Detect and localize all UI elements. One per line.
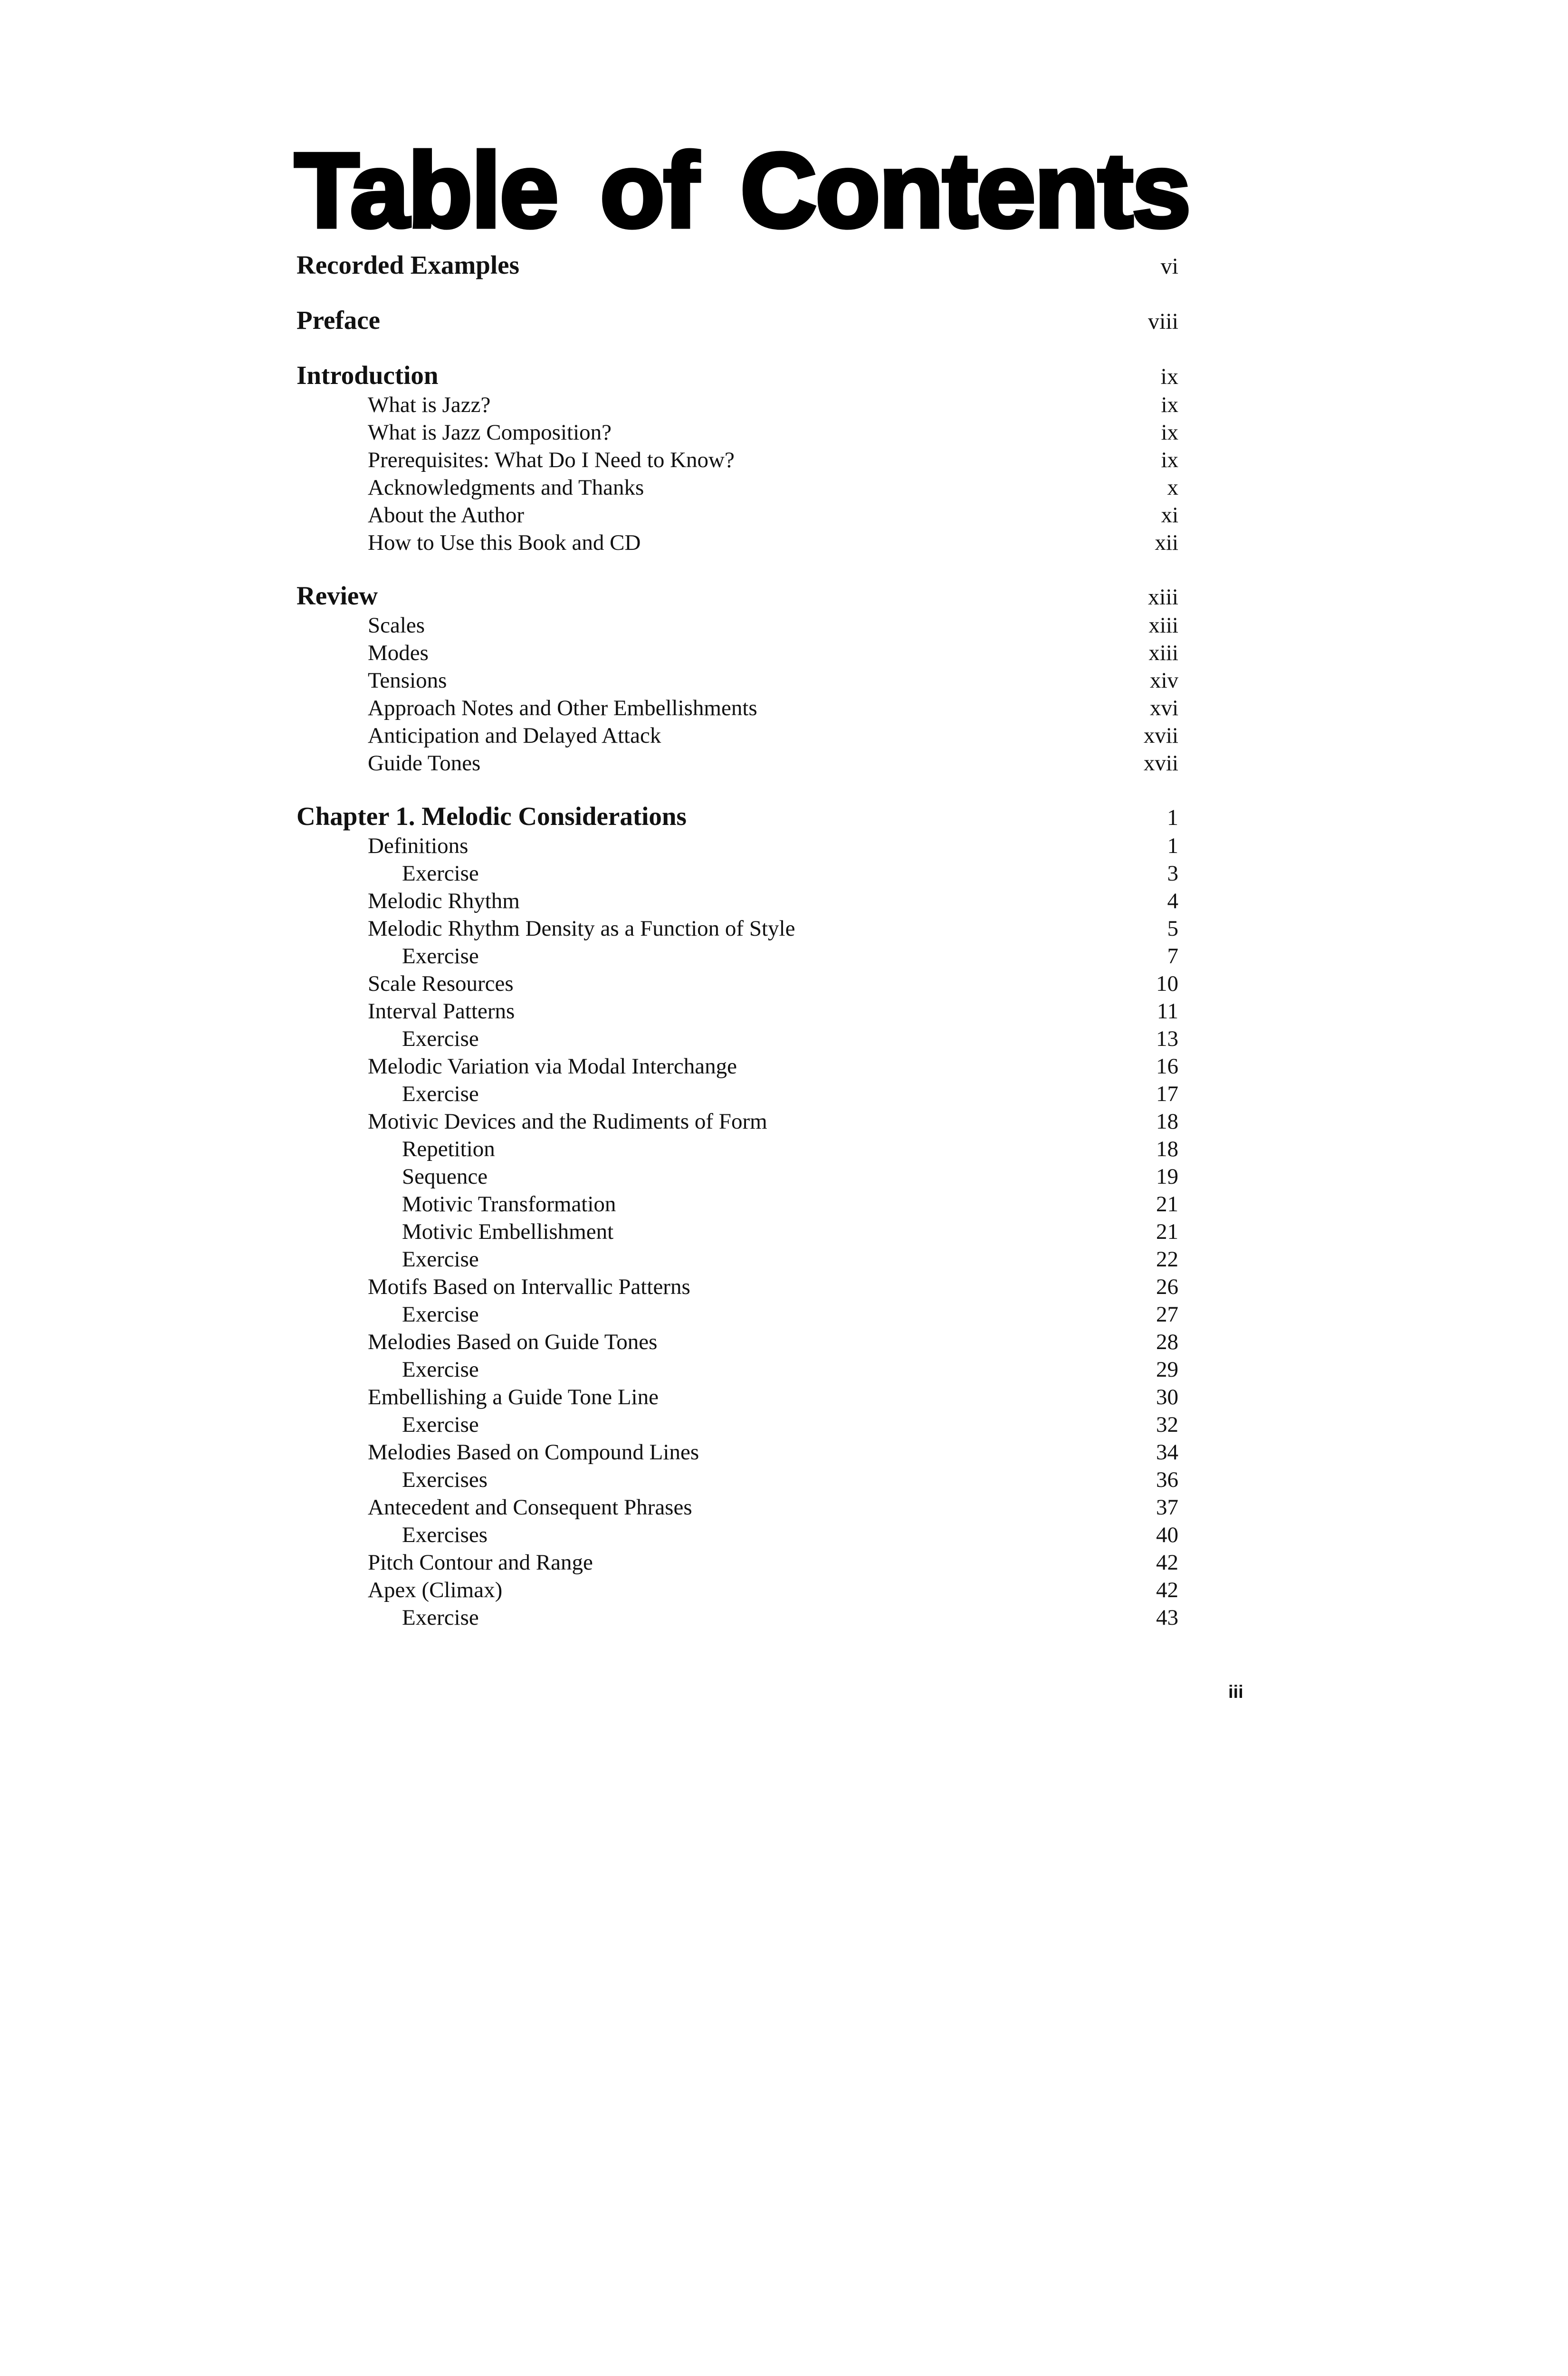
toc-entry bbox=[296, 1025, 1178, 1053]
toc-entry bbox=[296, 1383, 1178, 1411]
toc-entry bbox=[296, 722, 1178, 749]
toc-page-number: vi bbox=[1160, 254, 1178, 279]
toc-entry-label: Exercises bbox=[402, 1467, 488, 1492]
toc-entry-label: Exercise bbox=[402, 1247, 479, 1272]
toc-entry bbox=[296, 1411, 1178, 1438]
toc-page-number: ix bbox=[1161, 420, 1178, 445]
toc-entry-label: Exercise bbox=[402, 944, 479, 968]
toc-entry-label: Exercise bbox=[402, 1302, 479, 1327]
toc-entry bbox=[296, 612, 1178, 639]
toc-entry-label: Exercise bbox=[402, 1026, 479, 1051]
toc-entry-label: Approach Notes and Other Embellishments bbox=[368, 696, 757, 720]
toc-entry bbox=[296, 1135, 1178, 1163]
toc-entry bbox=[296, 942, 1178, 970]
toc-entry-label: Motivic Devices and the Rudiments of Form bbox=[368, 1109, 767, 1134]
toc-page-number: 17 bbox=[1156, 1082, 1178, 1106]
toc-entry bbox=[296, 474, 1178, 501]
toc-page-number: 19 bbox=[1156, 1164, 1178, 1189]
toc-entry bbox=[296, 1053, 1178, 1080]
toc-page-number: xvi bbox=[1149, 696, 1178, 720]
toc-page-number: 22 bbox=[1156, 1247, 1178, 1272]
toc-page-number: xvii bbox=[1143, 751, 1178, 776]
toc-entry-label: Exercise bbox=[402, 1605, 479, 1630]
toc-entry bbox=[296, 970, 1178, 997]
toc-page-number: 42 bbox=[1156, 1550, 1178, 1575]
toc-entry bbox=[296, 1301, 1178, 1328]
page-folio: iii bbox=[1228, 1682, 1243, 1702]
toc-section-heading: Introduction bbox=[296, 361, 439, 390]
toc-entry bbox=[296, 1494, 1178, 1521]
toc-page-number: 5 bbox=[1167, 916, 1178, 941]
toc-entry-label: Definitions bbox=[368, 834, 468, 858]
toc-entry-label: Sequence bbox=[402, 1164, 488, 1189]
toc-page-number: 18 bbox=[1156, 1137, 1178, 1161]
toc-entry-label: Melodies Based on Guide Tones bbox=[368, 1330, 658, 1354]
toc-entry-label: Embellishing a Guide Tone Line bbox=[368, 1385, 659, 1409]
toc-page-number: 21 bbox=[1156, 1192, 1178, 1217]
toc-entry bbox=[296, 860, 1178, 887]
toc-entry bbox=[296, 1328, 1178, 1356]
toc-page-number: 26 bbox=[1156, 1274, 1178, 1299]
toc-entry-label: Modes bbox=[368, 641, 429, 665]
toc-page-number: viii bbox=[1147, 309, 1178, 334]
toc-page-number: xvii bbox=[1143, 723, 1178, 748]
toc-page-number: 1 bbox=[1167, 805, 1178, 830]
toc-entry bbox=[296, 1604, 1178, 1631]
page-title: Table of Contents bbox=[295, 132, 1190, 249]
toc-page-number: 36 bbox=[1156, 1467, 1178, 1492]
toc-section-heading-row bbox=[296, 580, 1178, 612]
toc-page-number: xiii bbox=[1148, 613, 1178, 638]
toc-entry bbox=[296, 1108, 1178, 1135]
toc-section bbox=[296, 580, 1178, 777]
toc-page-number: 42 bbox=[1156, 1578, 1178, 1602]
toc-page-number: 1 bbox=[1167, 834, 1178, 858]
toc-entry-label: Scales bbox=[368, 613, 425, 638]
toc-section-heading: Review bbox=[296, 581, 378, 610]
toc-entry-label: Pitch Contour and Range bbox=[368, 1550, 593, 1575]
toc-entry bbox=[296, 1190, 1178, 1218]
toc-entry-label: Melodic Rhythm Density as a Function of Style bbox=[368, 916, 795, 941]
toc-entry-label: Prerequisites: What Do I Need to Know? bbox=[368, 448, 735, 472]
toc-entry bbox=[296, 1163, 1178, 1190]
toc-entry-label: About the Author bbox=[368, 503, 524, 527]
toc-page-number: 43 bbox=[1156, 1605, 1178, 1630]
toc-entry-label: Melodies Based on Compound Lines bbox=[368, 1440, 699, 1465]
toc-entry-label: Tensions bbox=[368, 668, 447, 693]
toc-section-heading: Preface bbox=[296, 306, 381, 335]
toc-page-number: 40 bbox=[1156, 1523, 1178, 1547]
toc-page-number: xiv bbox=[1149, 668, 1178, 693]
toc-section-heading-row bbox=[296, 305, 1178, 336]
toc-entry-label: Motifs Based on Intervallic Patterns bbox=[368, 1274, 690, 1299]
toc-page-number: ix bbox=[1160, 364, 1178, 389]
toc-entry-label: Exercise bbox=[402, 1082, 479, 1106]
toc-entry-label: Exercise bbox=[402, 1412, 479, 1437]
toc-page-number: 16 bbox=[1156, 1054, 1178, 1079]
toc-section bbox=[296, 249, 1178, 281]
toc-entry bbox=[296, 1356, 1178, 1383]
toc-entry bbox=[296, 1218, 1178, 1245]
toc-entry bbox=[296, 1438, 1178, 1466]
toc-page-number: 28 bbox=[1156, 1330, 1178, 1354]
toc-entry bbox=[296, 915, 1178, 942]
toc-entry-label: Motivic Transformation bbox=[402, 1192, 616, 1217]
toc-entry bbox=[296, 1080, 1178, 1108]
toc-entry-label: What is Jazz Composition? bbox=[368, 420, 612, 445]
toc-entry-label: Anticipation and Delayed Attack bbox=[368, 723, 661, 748]
toc-entry bbox=[296, 446, 1178, 474]
toc-entry-label: Motivic Embellishment bbox=[402, 1219, 614, 1244]
toc-entry bbox=[296, 887, 1178, 915]
toc-page-number: 3 bbox=[1167, 861, 1178, 886]
toc-entry bbox=[296, 639, 1178, 667]
toc-entry-label: Exercise bbox=[402, 861, 479, 886]
toc-entry bbox=[296, 419, 1178, 446]
toc-page-number: 10 bbox=[1156, 971, 1178, 996]
toc-entry bbox=[296, 391, 1178, 419]
toc-page-number: ix bbox=[1161, 448, 1178, 472]
toc-section-heading-row bbox=[296, 801, 1178, 832]
toc-entry bbox=[296, 529, 1178, 556]
toc-section-heading-row bbox=[296, 249, 1178, 281]
toc-section-heading-row bbox=[296, 360, 1178, 391]
table-of-contents bbox=[296, 249, 1178, 1655]
toc-entry bbox=[296, 694, 1178, 722]
toc-entry-label: Melodic Rhythm bbox=[368, 889, 520, 913]
toc-entry-label: Scale Resources bbox=[368, 971, 514, 996]
toc-entry-label: Exercises bbox=[402, 1523, 488, 1547]
toc-section bbox=[296, 360, 1178, 556]
toc-page-number: 37 bbox=[1156, 1495, 1178, 1520]
toc-page-number: xiii bbox=[1147, 584, 1178, 610]
toc-entry-label: Interval Patterns bbox=[368, 999, 515, 1024]
toc-entry bbox=[296, 1576, 1178, 1604]
toc-page-number: 27 bbox=[1156, 1302, 1178, 1327]
toc-page-number: xii bbox=[1155, 530, 1178, 555]
toc-entry bbox=[296, 832, 1178, 860]
toc-entry-label: Repetition bbox=[402, 1137, 495, 1161]
toc-entry bbox=[296, 501, 1178, 529]
toc-page-number: 29 bbox=[1156, 1357, 1178, 1382]
toc-entry bbox=[296, 1466, 1178, 1494]
toc-entry-label: Apex (Climax) bbox=[368, 1578, 503, 1602]
toc-page-number: 34 bbox=[1156, 1440, 1178, 1465]
toc-page-number: 32 bbox=[1156, 1412, 1178, 1437]
toc-entry-label: How to Use this Book and CD bbox=[368, 530, 641, 555]
toc-section-heading: Recorded Examples bbox=[296, 250, 519, 279]
toc-page-number: 21 bbox=[1156, 1219, 1178, 1244]
toc-entry-label: Acknowledgments and Thanks bbox=[368, 475, 644, 500]
toc-entry bbox=[296, 1273, 1178, 1301]
toc-page-number: 7 bbox=[1167, 944, 1178, 968]
toc-page-number: xi bbox=[1161, 503, 1178, 527]
toc-page-number: 30 bbox=[1156, 1385, 1178, 1409]
toc-page-number: x bbox=[1167, 475, 1178, 500]
toc-entry-label: What is Jazz? bbox=[368, 393, 491, 417]
toc-entry-label: Melodic Variation via Modal Interchange bbox=[368, 1054, 737, 1079]
toc-page-number: ix bbox=[1161, 393, 1178, 417]
toc-page-number: 4 bbox=[1167, 889, 1178, 913]
toc-entry bbox=[296, 1521, 1178, 1549]
toc-section bbox=[296, 305, 1178, 336]
toc-entry-label: Guide Tones bbox=[368, 751, 481, 776]
toc-page-number: 11 bbox=[1157, 999, 1178, 1024]
toc-page-number: 13 bbox=[1156, 1026, 1178, 1051]
toc-section bbox=[296, 801, 1178, 1631]
toc-entry bbox=[296, 667, 1178, 694]
toc-page-number: xiii bbox=[1148, 641, 1178, 665]
toc-entry bbox=[296, 1245, 1178, 1273]
toc-entry bbox=[296, 1549, 1178, 1576]
toc-entry bbox=[296, 997, 1178, 1025]
toc-page-number: 18 bbox=[1156, 1109, 1178, 1134]
toc-entry-label: Exercise bbox=[402, 1357, 479, 1382]
toc-entry bbox=[296, 749, 1178, 777]
toc-entry-label: Antecedent and Consequent Phrases bbox=[368, 1495, 692, 1520]
toc-section-heading: Chapter 1. Melodic Considerations bbox=[296, 802, 687, 831]
